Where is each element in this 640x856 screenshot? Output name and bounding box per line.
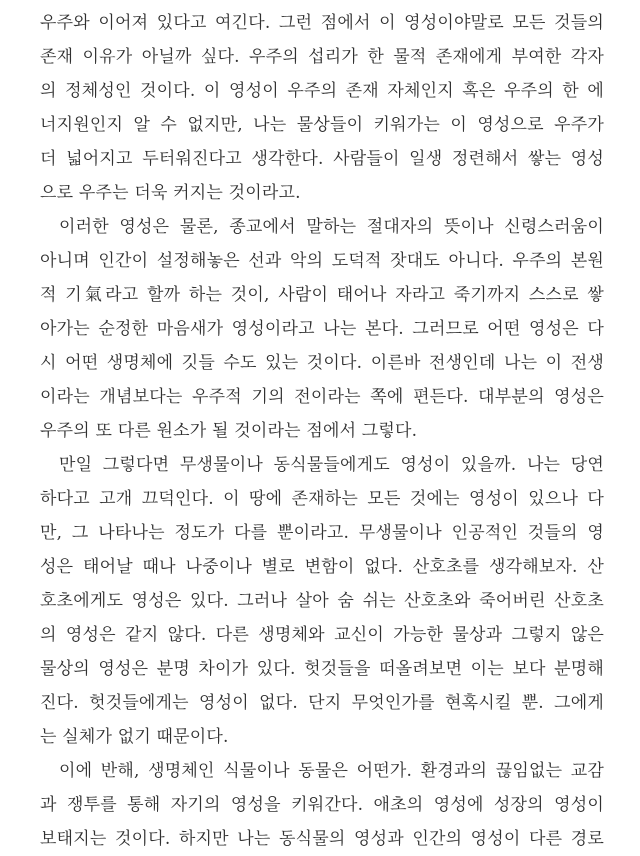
text-line: 하다고 고개 끄덕인다. 이 땅에 존재하는 모든 것에는 영성이 있으나 다	[40, 489, 604, 509]
paragraph-2	[40, 210, 604, 448]
text-line: 적 기氣라고 할까 하는 것이, 사람이 태어나 자라고 죽기까지 스스로 쌓	[40, 285, 604, 305]
text-line: 의 영성은 같지 않다. 다른 생명체와 교신이 가능한 물상과 그렇지 않은	[40, 625, 604, 645]
text-line: 의 정체성인 것이다. 이 영성이 우주의 존재 자체인지 혹은 우주의 한 에	[40, 81, 604, 101]
text-line: 아니며 인간이 설정해놓은 선과 악의 도덕적 잣대도 아니다. 우주의 본원	[40, 251, 604, 271]
text-line: 이라는 개념보다는 우주적 기의 전이라는 쪽에 편든다. 대부분의 영성은	[40, 387, 604, 407]
text-line: 우주의 또 다른 원소가 될 것이라는 점에서 그렇다.	[40, 421, 418, 441]
text-line: 아가는 순정한 마음새가 영성이라고 나는 본다. 그러므로 어떤 영성은 다	[40, 319, 604, 339]
text-line: 너지원인지 알 수 없지만, 나는 물상들이 키워가는 이 영성으로 우주가	[40, 115, 604, 135]
text-line: 물상의 영성은 분명 차이가 있다. 헛것들을 떠올려보면 이는 보다 분명해	[40, 659, 604, 679]
text-line: 는 실체가 없기 때문이다.	[40, 727, 229, 747]
text-line: 이러한 영성은 물론, 종교에서 말하는 절대자의 뜻이나 신령스러움이	[59, 217, 604, 237]
text-line: 시 어떤 생명체에 깃들 수도 있는 것이다. 이른바 전생인데 나는 이 전생	[40, 353, 604, 373]
text-line: 만일 그렇다면 무생물이나 동식물들에게도 영성이 있을까. 나는 당연	[59, 455, 604, 475]
text-line: 존재 이유가 아닐까 싶다. 우주의 섭리가 한 물적 존재에게 부여한 각자	[40, 47, 604, 67]
text-line: 진다. 헛것들에게는 영성이 없다. 단지 무엇인가를 현혹시킬 뿐. 그에게	[40, 693, 604, 713]
text-line: 으로 우주는 더욱 커지는 것이라고.	[40, 183, 301, 203]
text-line: 이에 반해, 생명체인 식물이나 동물은 어떤가. 환경과의 끊임없는 교감	[59, 761, 604, 781]
paragraph-3	[40, 448, 604, 754]
text-line: 더 넓어지고 두터워진다고 생각한다. 사람들이 일생 정련해서 쌓는 영성	[40, 149, 604, 169]
paragraph-4	[40, 754, 604, 856]
text-line: 호초에게도 영성은 있다. 그러나 살아 숨 쉬는 산호초와 죽어버린 산호초	[40, 591, 604, 611]
text-line: 성은 태어날 때나 나중이나 별로 변함이 없다. 산호초를 생각해보자. 산	[40, 557, 604, 577]
text-line: 만, 그 나타나는 정도가 다를 뿐이라고. 무생물이나 인공적인 것들의 영	[40, 523, 604, 543]
paragraph-1	[40, 6, 604, 210]
text-line: 보태지는 것이다. 하지만 나는 동식물의 영성과 인간의 영성이 다른 경로	[40, 829, 604, 849]
text-line: 과 쟁투를 통해 자기의 영성을 키워간다. 애초의 영성에 성장의 영성이	[40, 795, 604, 815]
text-line: 우주와 이어져 있다고 여긴다. 그런 점에서 이 영성이야말로 모든 것들의	[40, 13, 604, 33]
